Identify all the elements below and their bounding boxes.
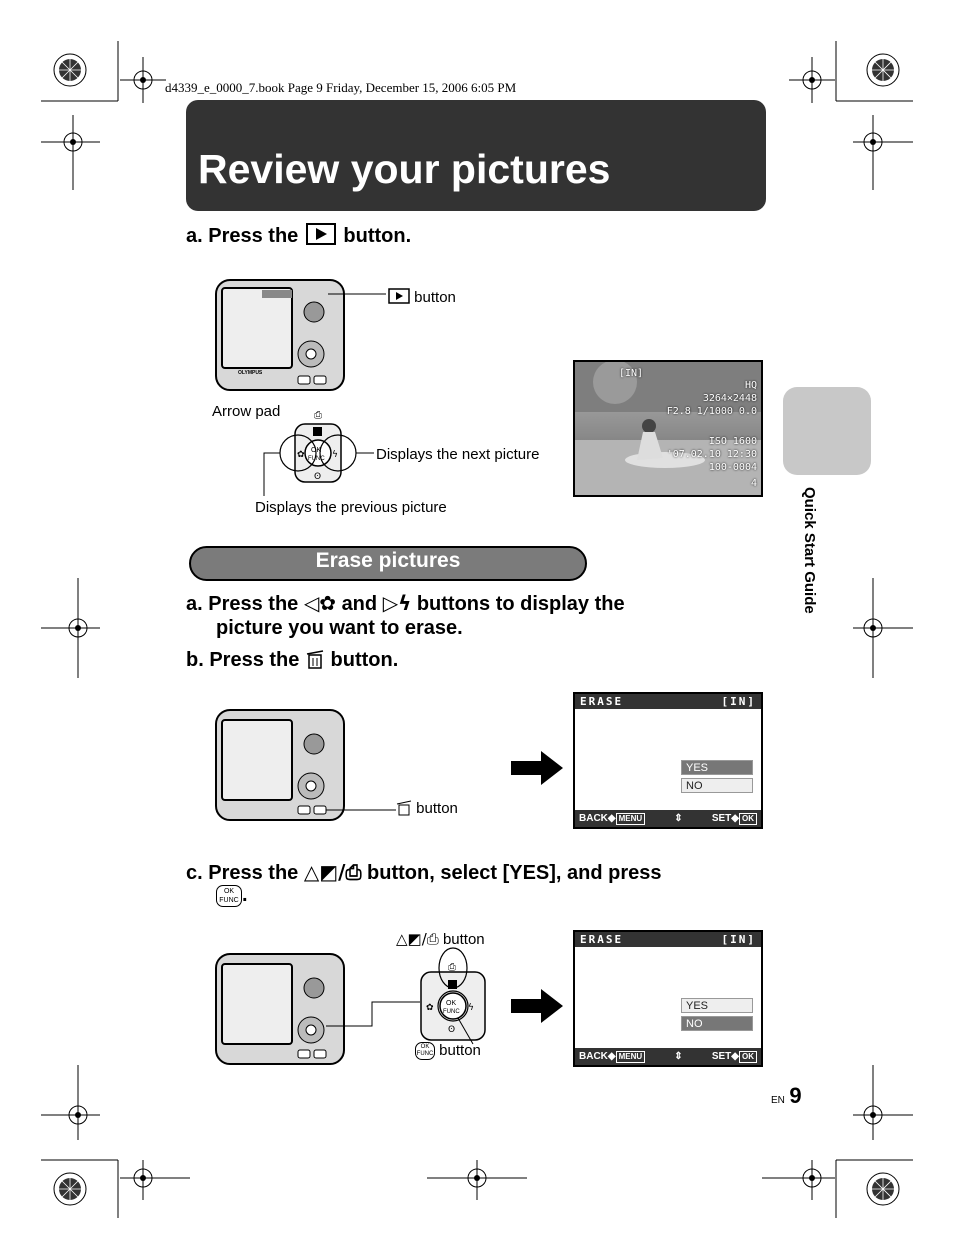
fn-button-label: button [442,931,485,948]
camera-illustration-2 [210,706,400,826]
erase-screen-title: ERASE [580,933,624,946]
flash-icon: ϟ [332,450,338,460]
prev-picture-label: Displays the previous picture [255,499,447,516]
up-exposure-print-icon: △◩/⎙ [396,930,439,948]
ok-key: OK [739,813,757,825]
print-icon: ⎙ [314,410,322,421]
arrow-right-icon [511,989,565,1023]
erase-step-b-text2: button. [330,649,399,671]
svg-text:⎙: ⎙ [448,962,456,973]
svg-text:ʘ: ʘ [448,1025,456,1035]
erase-step-c-line2 [216,884,248,907]
svg-text:FUNC: FUNC [308,456,325,462]
play-button-callout [388,288,456,306]
play-button-label: button [414,289,456,306]
erase-screen-mode: [IN] [721,933,756,946]
trash-button-callout [396,798,458,817]
erase-step-b [186,647,398,672]
svg-text:ϟ: ϟ [468,1003,474,1013]
trash-icon [396,798,412,816]
updown-icon: ⇕ [674,1051,683,1062]
book-info-line: d4339_e_0000_7.book Page 9 Friday, December 15, 2006 6:05 PM [165,80,517,95]
erase-screen-1 [573,692,763,829]
erase-screen-footer: BACK◆ MENU ⇕ SET◆ OK [575,810,761,827]
erase-screen-header [575,694,761,709]
self-timer-icon: ʘ [314,472,322,482]
playback-photo [573,360,763,497]
side-tab [783,387,871,475]
erase-step-a-and: and [341,593,378,615]
osd-datetime: '07.02.10 12:30 [666,449,757,460]
osd-iso: ISO 1600 [708,436,757,447]
ok-key: OK [739,1051,757,1063]
erase-step-b-text1: b. Press the [186,649,300,671]
erase-step-a-text2: buttons to display the [416,593,625,615]
updown-icon: ⇕ [674,813,683,824]
arrow-pad-label: Arrow pad [212,403,281,420]
menu-key: MENU [616,1051,646,1063]
side-tab-label-box [802,487,822,637]
trash-icon [305,647,325,669]
left-macro-icon: ◁✿ [303,591,336,615]
erase-step-c-text2: button, select [YES], and press [367,862,662,884]
erase-step-c-period: . [242,884,248,906]
camera-illustration-1 [210,272,350,397]
erase-step-a-text1: a. Press the [186,593,299,615]
arrow-right-icon [511,751,565,785]
svg-text:FUNC: FUNC [443,1009,460,1015]
osd-file: 100-0004 [708,462,757,473]
play-icon [306,223,336,245]
ok-func-icon: OK FUNC [216,885,242,907]
option-yes[interactable]: YES [681,998,753,1013]
osd-quality: HQ [744,380,757,391]
ok-button-callout [415,1042,481,1060]
trash-button-label: button [416,800,458,817]
erase-step-c-line1 [186,860,662,885]
erase-screen-2 [573,930,763,1067]
set-label: SET [711,1050,732,1062]
menu-key: MENU [616,813,646,825]
ok-button-label: button [439,1042,481,1059]
arrow-pad-closeup-1 [258,408,378,498]
osd-mode: [IN] [619,368,644,379]
erase-step-a-line1 [186,591,625,616]
next-picture-label: Displays the next picture [376,446,540,463]
back-label: BACK [579,812,608,824]
camera-brand-1: OLYMPUS [238,370,263,376]
erase-screen-footer: BACK◆ MENU ⇕ SET◆ OK [575,1048,761,1065]
review-step-a-end: button. [343,225,412,247]
arrow-pad-closeup-2 [418,948,498,1048]
erase-step-c-text1: c. Press the [186,862,299,884]
svg-text:OK: OK [311,447,322,454]
erase-screen-title: ERASE [580,695,624,708]
language-code: EN [771,1095,785,1106]
fn-button-callout [396,930,485,948]
photo-scene [575,362,763,497]
osd-count: 4 [750,478,757,489]
svg-text:OK: OK [446,1000,457,1007]
erase-screen-header [575,932,761,947]
ok-func-icon: OK FUNC [415,1042,435,1060]
option-no[interactable]: NO [681,778,753,793]
erase-screen-mode: [IN] [721,695,756,708]
play-icon [388,288,410,304]
set-label: SET [711,812,732,824]
svg-text:✿: ✿ [426,1003,434,1013]
side-tab-label: Quick Start Guide [801,487,818,614]
back-label: BACK [579,1050,608,1062]
page-title: Review your pictures [198,146,611,192]
erase-step-a-line2: picture you want to erase. [216,617,463,639]
page-number [771,1083,802,1109]
review-step-a-text: a. Press the [186,225,299,247]
right-flash-icon: ▷ϟ [382,591,412,615]
review-step-a [186,223,411,248]
page-number-value: 9 [789,1083,802,1108]
macro-icon: ✿ [297,450,305,460]
erase-section-title: Erase pictures [315,549,461,572]
option-no[interactable]: NO [681,1016,753,1031]
osd-exposure: F2.8 1/1000 0.0 [666,406,757,417]
up-exposure-print-icon: △◩/⎙ [303,860,362,884]
camera-illustration-3 [210,950,410,1070]
option-yes[interactable]: YES [681,760,753,775]
osd-size: 3264×2448 [702,393,757,404]
